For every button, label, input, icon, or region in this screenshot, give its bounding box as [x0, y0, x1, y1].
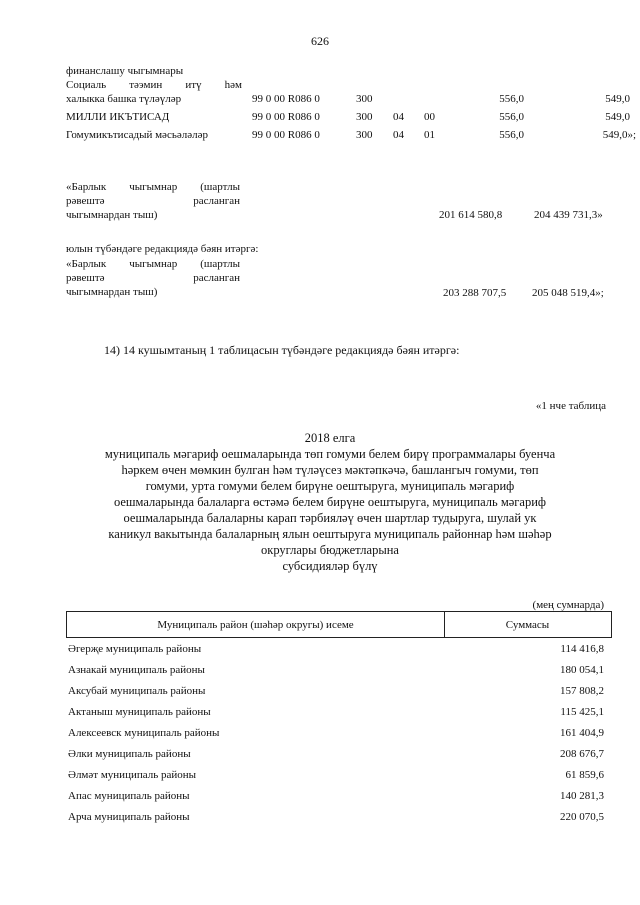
budget-row — [66, 110, 636, 124]
district-sum: 115 425,1 — [560, 706, 604, 718]
table-title-line: округлары бюджетларына — [261, 543, 399, 557]
district-name: Алексеевск муниципаль районы — [68, 727, 220, 739]
district-name: Әлки муниципаль районы — [68, 748, 191, 760]
total-new-value-2019: 205 048 519,4»; — [532, 287, 604, 299]
budget-row-rz: 04 — [393, 111, 404, 123]
item-14-heading: 14) 14 кушымтаның 1 таблицасын түбәндәге редакциядә бәян итәргә: — [104, 343, 460, 357]
district-sum: 61 859,6 — [565, 769, 604, 781]
subsidy-table-header — [66, 611, 612, 638]
table-row — [66, 641, 612, 657]
table-row — [66, 704, 612, 720]
budget-row — [66, 128, 636, 142]
district-sum: 161 404,9 — [560, 727, 604, 739]
district-sum: 114 416,8 — [560, 643, 604, 655]
budget-row-name: Социаль тәэмин итү һәм — [66, 79, 242, 91]
budget-row-value-2018: 556,0 — [499, 129, 524, 141]
total-new-label — [66, 257, 240, 299]
district-sum: 180 054,1 — [560, 664, 604, 676]
table-title-line: муниципаль мәгариф оешмаларында төп гомуми белем бирү программалары буенча — [104, 447, 556, 461]
budget-row-value-2019: 549,0 — [605, 93, 630, 105]
column-header-name: Муниципаль район (шәһәр округы) исеме — [67, 612, 445, 637]
table-title-line: субсидияләр бүлү — [282, 559, 378, 573]
budget-row-code: 99 0 00 R086 0 — [252, 111, 320, 123]
district-name: Аксубай муниципаль районы — [68, 685, 206, 697]
budget-row-vr: 300 — [356, 93, 373, 105]
district-sum: 157 808,2 — [560, 685, 604, 697]
district-name: Әлмәт муниципаль районы — [68, 769, 197, 781]
budget-row-pr: 00 — [424, 111, 435, 123]
page-number: 626 — [311, 34, 329, 48]
district-name: Арча муниципаль районы — [68, 811, 190, 823]
budget-row-code: 99 0 00 R086 0 — [252, 93, 320, 105]
table-title — [40, 430, 620, 574]
district-name: Әгерҗе муниципаль районы — [68, 643, 202, 655]
district-name: Азнакай муниципаль районы — [68, 664, 205, 676]
budget-row-value-2018: 556,0 — [499, 93, 524, 105]
table-row — [66, 683, 612, 699]
budget-row-vr: 300 — [356, 129, 373, 141]
table-row — [66, 809, 612, 825]
total-old-value-2018: 201 614 580,8 — [439, 209, 503, 221]
budget-row-vr: 300 — [356, 111, 373, 123]
table-title-line: оешмаларында балаларга өстәмә белем бирүне оештыруга, муниципаль мәгариф — [113, 495, 547, 509]
table-title-line: оешмаларында балаларны карап тәрбияләү өчен шартлар тудыруга, шулай ук — [123, 511, 537, 525]
budget-row-name: Гомумикътисадый мәсьәләләр — [66, 129, 208, 141]
budget-row-name: халыкка башка түләүләр — [66, 93, 182, 105]
budget-row-rz: 04 — [393, 129, 404, 141]
district-sum: 220 070,5 — [560, 811, 604, 823]
table-row — [66, 767, 612, 783]
table-row — [66, 746, 612, 762]
new-redaction-label: юлын түбәндәге редакциядә бәян итәргә: — [66, 243, 259, 255]
total-old-line: рәвештә расланган — [66, 195, 240, 207]
budget-row-value-2019: 549,0»; — [602, 129, 636, 141]
table-title-line: һәркем өчен мөмкин булган һәм түләүсез мәктәпкәчә, башлангыч гомуми, төп — [121, 463, 539, 477]
total-old-label — [66, 180, 240, 222]
district-sum: 140 281,3 — [560, 790, 604, 802]
total-new-line: рәвештә расланган — [66, 272, 240, 284]
units-label: (мең сумнарда) — [532, 599, 604, 611]
table-title-line: каникул вакытында балаларның ялын оештыруга муниципаль районнар һәм шәһәр — [108, 527, 552, 541]
district-sum: 208 676,7 — [560, 748, 604, 760]
budget-row — [66, 78, 636, 106]
budget-row-value-2018: 556,0 — [499, 111, 524, 123]
budget-row-code: 99 0 00 R086 0 — [252, 129, 320, 141]
table-title-line: 2018 елга — [304, 431, 356, 445]
budget-row — [66, 64, 636, 78]
table-row — [66, 662, 612, 678]
column-header-sum: Суммасы — [505, 618, 550, 631]
total-new-line: «Барлык чыгымнар (шартлы — [66, 258, 240, 270]
table-row — [66, 788, 612, 804]
budget-row-name: финанслашу чыгымнары — [66, 65, 184, 77]
budget-row-pr: 01 — [424, 129, 435, 141]
total-old-value-2019: 204 439 731,3» — [534, 209, 603, 221]
total-old-line: чыгымнардан тыш) — [66, 209, 158, 221]
budget-row-value-2019: 549,0 — [605, 111, 630, 123]
table-reference: «1 нче таблица — [535, 400, 606, 412]
total-new-line: чыгымнардан тыш) — [66, 286, 158, 298]
budget-row-name: МИЛЛИ ИКЪТИСАД — [66, 111, 170, 123]
total-old-line: «Барлык чыгымнар (шартлы — [66, 181, 240, 193]
district-name: Апас муниципаль районы — [68, 790, 190, 802]
table-row — [66, 725, 612, 741]
table-title-line: гомуми, урта гомуми белем бирүне оештыруга, муниципаль мәгариф — [145, 479, 515, 493]
district-name: Актаныш муниципаль районы — [68, 706, 211, 718]
total-new-value-2018: 203 288 707,5 — [443, 287, 507, 299]
